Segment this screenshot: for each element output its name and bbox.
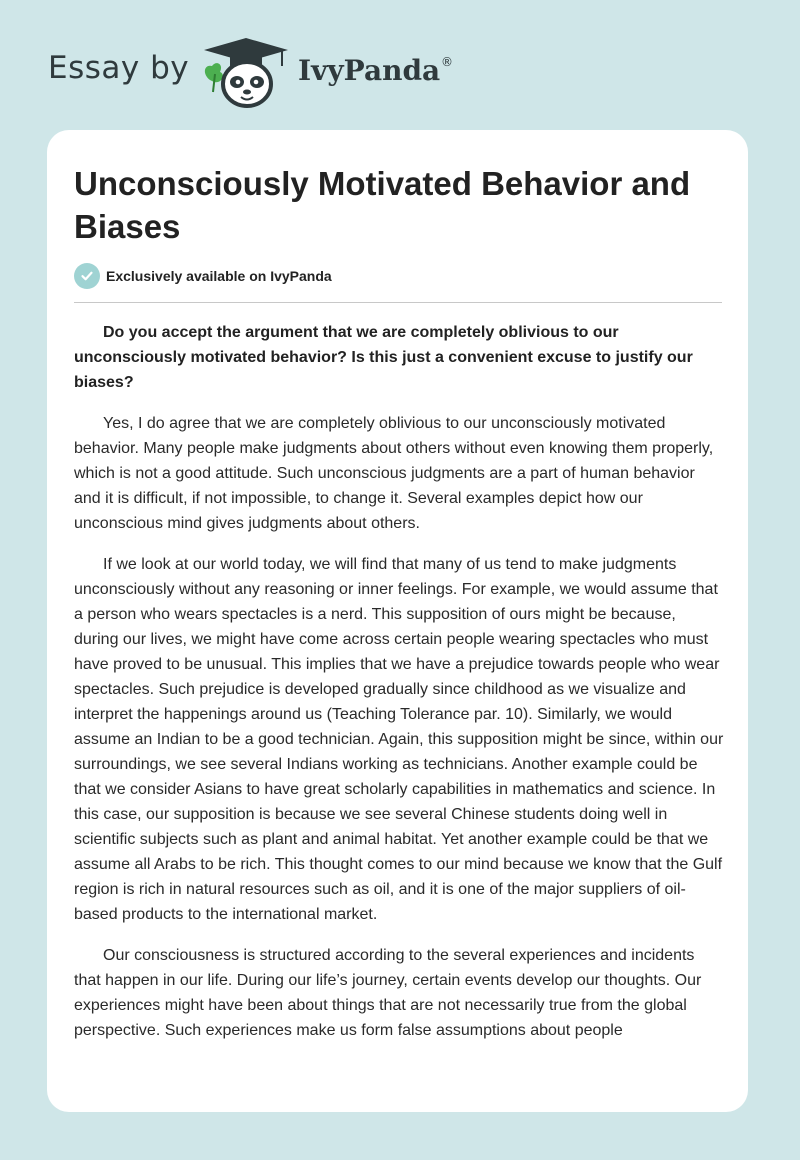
essay-paragraph: If we look at our world today, we will find that many of us tend to make judgments unconsciously without any reasoning or inner feelings. For example, we would assume that a person who wears spectacles is a nerd. This supposition of ours might be because, during our lives, we might have come across certain people wearing spectacles who must have proved to be unusual. This implies that we have a prejudice towards people who wear spectacles. Such prejudice is developed gradually since childhood as we visualize and interpret the happenings around us (Teaching Tolerance par. 10). Similarly, we would assume an Indian to be a good technician. Again, this supposition might be since, within our surroundings, we see several Indians working as technicians. Another example could be that we consider Asians to have great scholarly capabilities in mathematics and science. In this case, our supposition is because we see several Chinese students doing well in scientific subjects such as plant and animal habitat. Yet another example could be that we assume all Arabs to be rich. This thought comes to our mind because we know that the Gulf region is rich in natural resources such as oil, and it is one of the major suppliers of oil-based products to the international market. [74, 556, 724, 923]
panda-logo-icon[interactable] [200, 34, 292, 110]
registered-mark: ® [441, 55, 453, 69]
check-icon [74, 263, 100, 289]
exclusive-badge [74, 263, 332, 289]
essay-card [47, 130, 748, 1112]
site-header [0, 0, 800, 130]
exclusive-badge-label: Exclusively available on IvyPanda [106, 268, 332, 284]
essay-by-label: Essay by [48, 50, 190, 86]
brand-name[interactable]: IvyPanda [298, 54, 441, 87]
essay-body [74, 320, 724, 1059]
essay-paragraph: Yes, I do agree that we are completely oblivious to our unconsciously motivated behavior. Many people make judgments about others without even knowing them properly, which is not a good attitude. Such unconscious judgments are a part of human behavior and it is difficult, if not impossible, to change it. Several examples depict how our unconscious mind gives judgments about others. [74, 415, 714, 532]
essay-paragraph: Our consciousness is structured according to the several experiences and incidents that happen in our life. During our life’s journey, certain events develop our thoughts. Our experiences might have been about things that are not necessarily true from the global perspective. Such experiences make us form false assumptions about people [74, 947, 702, 1039]
essay-question: Do you accept the argument that we are completely oblivious to our unconsciously motivated behavior? Is this just a convenient excuse to justify our biases? [74, 324, 693, 391]
essay-title: Unconsciously Motivated Behavior and Biases [74, 165, 691, 245]
divider [74, 302, 722, 303]
